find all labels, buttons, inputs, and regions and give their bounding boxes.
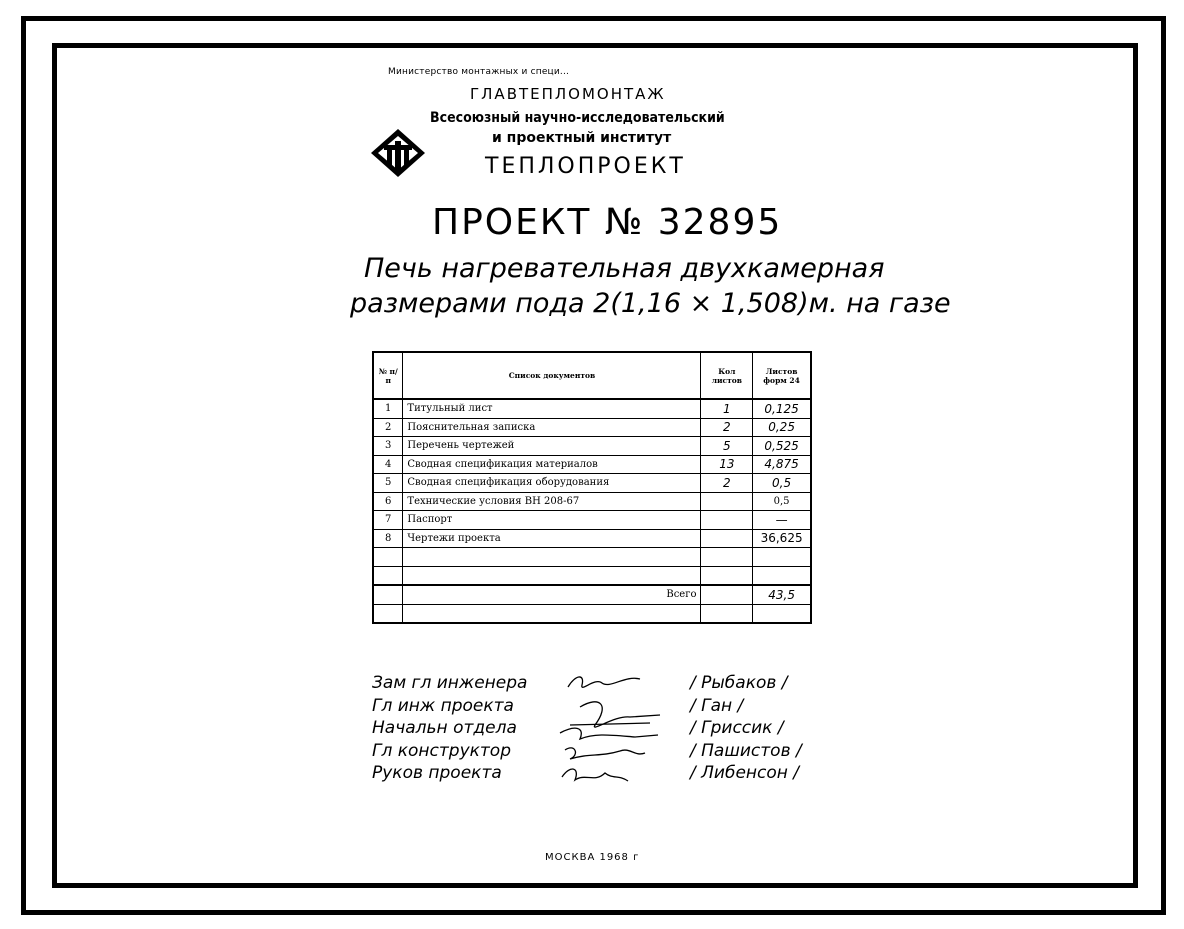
row-num: 3 [373, 437, 403, 456]
table-row [373, 455, 811, 474]
row-num: 1 [373, 399, 403, 418]
table-row [373, 492, 811, 511]
position-line: Гл инж проекта [372, 695, 514, 716]
institute-name: ТЕПЛОПРОЕКТ [485, 154, 686, 179]
table-row-empty [373, 548, 811, 567]
row-sheets: 0,525 [753, 437, 811, 456]
institute-logo-icon [368, 127, 428, 179]
row-sheets: — [753, 511, 811, 530]
row-sheets: 36,625 [753, 529, 811, 548]
signature-names [690, 672, 802, 785]
row-count: 5 [701, 437, 753, 456]
row-num: 4 [373, 455, 403, 474]
row-sheets: 0,5 [753, 492, 811, 511]
row-count: 1 [701, 399, 753, 418]
table-row [373, 511, 811, 530]
row-name: Технические условия ВН 208-67 [403, 492, 701, 511]
project-title-line-2: размерами пода 2(1,16 × 1,508)м. на газе [350, 288, 951, 319]
row-count: 13 [701, 455, 753, 474]
row-name: Перечень чертежей [403, 437, 701, 456]
row-name: Сводная спецификация материалов [403, 455, 701, 474]
row-sheets: 4,875 [753, 455, 811, 474]
table-row [373, 529, 811, 548]
table-row-empty [373, 604, 811, 623]
total-row [373, 585, 811, 604]
documents-table [372, 351, 812, 624]
position-line: Руков проекта [372, 763, 502, 783]
header-count: Кол листов [701, 352, 753, 399]
row-sheets: 0,125 [753, 399, 811, 418]
institute-line-1: Всесоюзный научно-исследовательский [430, 110, 725, 126]
row-name: Пояснительная записка [403, 418, 701, 437]
table-row [373, 437, 811, 456]
row-count [701, 492, 753, 511]
name-line: / Гриссик / [690, 718, 784, 738]
name-line: / Пашистов / [690, 740, 802, 761]
row-sheets: 0,25 [753, 418, 811, 437]
row-count [701, 529, 753, 548]
position-line: Зам гл инженера [372, 673, 528, 693]
row-num: 7 [373, 511, 403, 530]
table-row [373, 418, 811, 437]
row-name: Титульный лист [403, 399, 701, 418]
name-line: / Ган / [690, 695, 744, 716]
glavk-line: ГЛАВТЕПЛОМОНТАЖ [470, 85, 666, 103]
row-count: 2 [701, 474, 753, 493]
institute-line-2: и проектный институт [492, 130, 672, 146]
position-line: Начальн отдела [372, 718, 517, 738]
row-num: 2 [373, 418, 403, 437]
name-line: / Рыбаков / [690, 673, 788, 693]
total-label: Всего [403, 585, 701, 604]
row-num: 8 [373, 529, 403, 548]
row-num: 6 [373, 492, 403, 511]
row-count [701, 511, 753, 530]
name-line: / Либенсон / [690, 763, 800, 783]
project-title-line-1: Печь нагревательная двухкамерная [364, 253, 885, 284]
footer-city-year: МОСКВА 1968 г [545, 852, 640, 863]
row-name: Чертежи проекта [403, 529, 701, 548]
table-header-row [373, 352, 811, 399]
header-name: Список документов [403, 352, 701, 399]
row-sheets: 0,5 [753, 474, 811, 493]
signature-positions [372, 672, 527, 785]
header-sheets: Листов форм 24 [753, 352, 811, 399]
ministry-line: Министерство монтажных и специ... [388, 67, 570, 77]
row-name: Паспорт [403, 511, 701, 530]
table-row-empty [373, 566, 811, 585]
total-value: 43,5 [753, 585, 811, 604]
row-name: Сводная спецификация оборудования [403, 474, 701, 493]
position-line: Гл конструктор [372, 740, 511, 761]
row-num: 5 [373, 474, 403, 493]
project-number: ПРОЕКТ № 32895 [432, 202, 783, 243]
handwritten-signatures [540, 655, 680, 805]
table-row [373, 474, 811, 493]
table-row [373, 399, 811, 418]
header-num: № п/п [373, 352, 403, 399]
row-count: 2 [701, 418, 753, 437]
